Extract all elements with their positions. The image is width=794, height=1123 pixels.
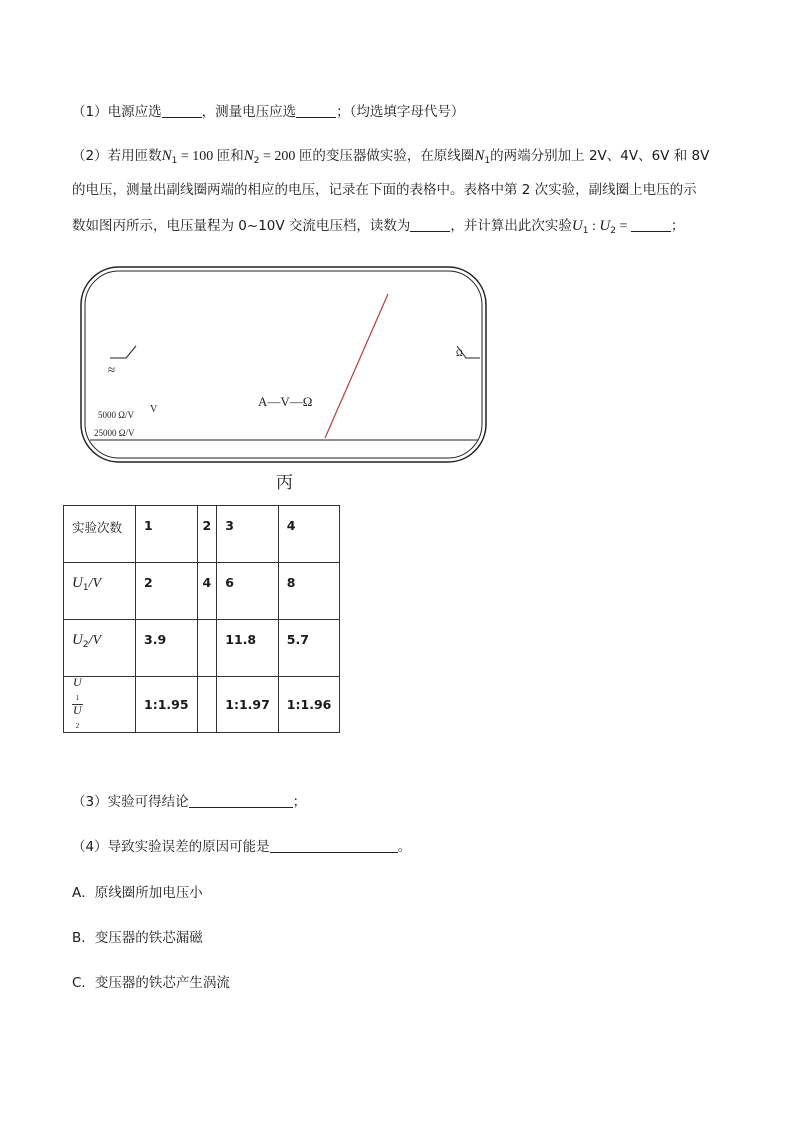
meter-frame-outer bbox=[81, 267, 486, 462]
meter-label-avo: A—V—Ω bbox=[258, 394, 313, 409]
meter-spec-1: 5000 Ω/V bbox=[98, 410, 134, 420]
question-2-line-2: 的电压，测量出副线圈两端的相应的电压，记录在下面的表格中。表格中第 2 次实验，副线圈上电压的示 bbox=[72, 182, 697, 198]
option-c[interactable]: C．变压器的铁芯产生涡流 bbox=[72, 975, 230, 991]
table-header-cell: 实验次数 bbox=[64, 506, 136, 563]
table-header-cell: 4 bbox=[278, 506, 340, 563]
blank-conclusion[interactable] bbox=[189, 793, 293, 808]
table-cell bbox=[197, 620, 217, 677]
option-a[interactable]: A．原线圈所加电压小 bbox=[72, 885, 203, 901]
table-cell: 1:1.95 bbox=[136, 677, 198, 733]
multimeter-dial-figure bbox=[80, 266, 488, 466]
table-header-cell: 1 bbox=[136, 506, 198, 563]
meter-frame-inner bbox=[85, 271, 482, 458]
table-row-label-u2: $U_2/V$ bbox=[64, 620, 136, 677]
question-4: （4）导致实验误差的原因可能是 。 bbox=[72, 839, 412, 855]
meter-label-volt: V bbox=[150, 404, 158, 415]
table-cell: 6 bbox=[217, 563, 279, 620]
table-row bbox=[64, 506, 340, 563]
table-cell: 3.9 bbox=[136, 620, 198, 677]
table-cell: 5.7 bbox=[278, 620, 340, 677]
table-row bbox=[64, 563, 340, 620]
question-1: （1）电源应选 ，测量电压应选 ；（均选填字母代号） bbox=[72, 104, 465, 120]
dial-bracket-lines bbox=[110, 346, 480, 358]
table-cell: 1:1.97 bbox=[217, 677, 279, 733]
blank-reading[interactable] bbox=[410, 217, 450, 232]
option-b[interactable]: B．变压器的铁芯漏磁 bbox=[72, 930, 203, 946]
blank-power-source[interactable] bbox=[162, 103, 202, 118]
table-cell: 4 bbox=[197, 563, 217, 620]
data-table bbox=[63, 505, 340, 733]
table-header-cell: 3 bbox=[217, 506, 279, 563]
meter-label-ohm: Ω bbox=[456, 348, 463, 358]
table-row-label-u1: $U_1/V$ bbox=[64, 563, 136, 620]
table-row-label-ratio bbox=[64, 677, 136, 733]
question-2-line-3: 数如图丙所示，电压量程为 0~10V 交流电压档，读数为 ，并计算出此次实验$U_1$ : $U_2$ = ； bbox=[72, 218, 685, 236]
table-cell: 11.8 bbox=[217, 620, 279, 677]
meter-spec-2: 25000 Ω/V bbox=[94, 428, 135, 438]
table-row bbox=[64, 620, 340, 677]
blank-ratio[interactable] bbox=[631, 217, 671, 232]
table-cell: 8 bbox=[278, 563, 340, 620]
meter-label-ac: ≈ bbox=[108, 362, 116, 377]
figure-caption: 丙 bbox=[276, 473, 293, 492]
meter-needle bbox=[325, 294, 388, 438]
ratio-fraction: U $_1$ U $_2$ bbox=[73, 675, 82, 730]
table-header-cell: 2 bbox=[197, 506, 217, 563]
blank-error-cause[interactable] bbox=[270, 838, 398, 853]
table-cell: 2 bbox=[136, 563, 198, 620]
blank-voltage-meter[interactable] bbox=[296, 103, 336, 118]
table-cell: 1:1.96 bbox=[278, 677, 340, 733]
table-row bbox=[64, 677, 340, 733]
table-cell bbox=[197, 677, 217, 733]
question-2-line-1: （2）若用匝数$N_1 = 100$ 匝和$N_2 = 200$ 匝的变压器做实验，在原线圈$N_1$的两端分别加上 2V、4V、6V 和 8V bbox=[72, 148, 710, 166]
question-3: （3）实验可得结论 ； bbox=[72, 794, 307, 810]
